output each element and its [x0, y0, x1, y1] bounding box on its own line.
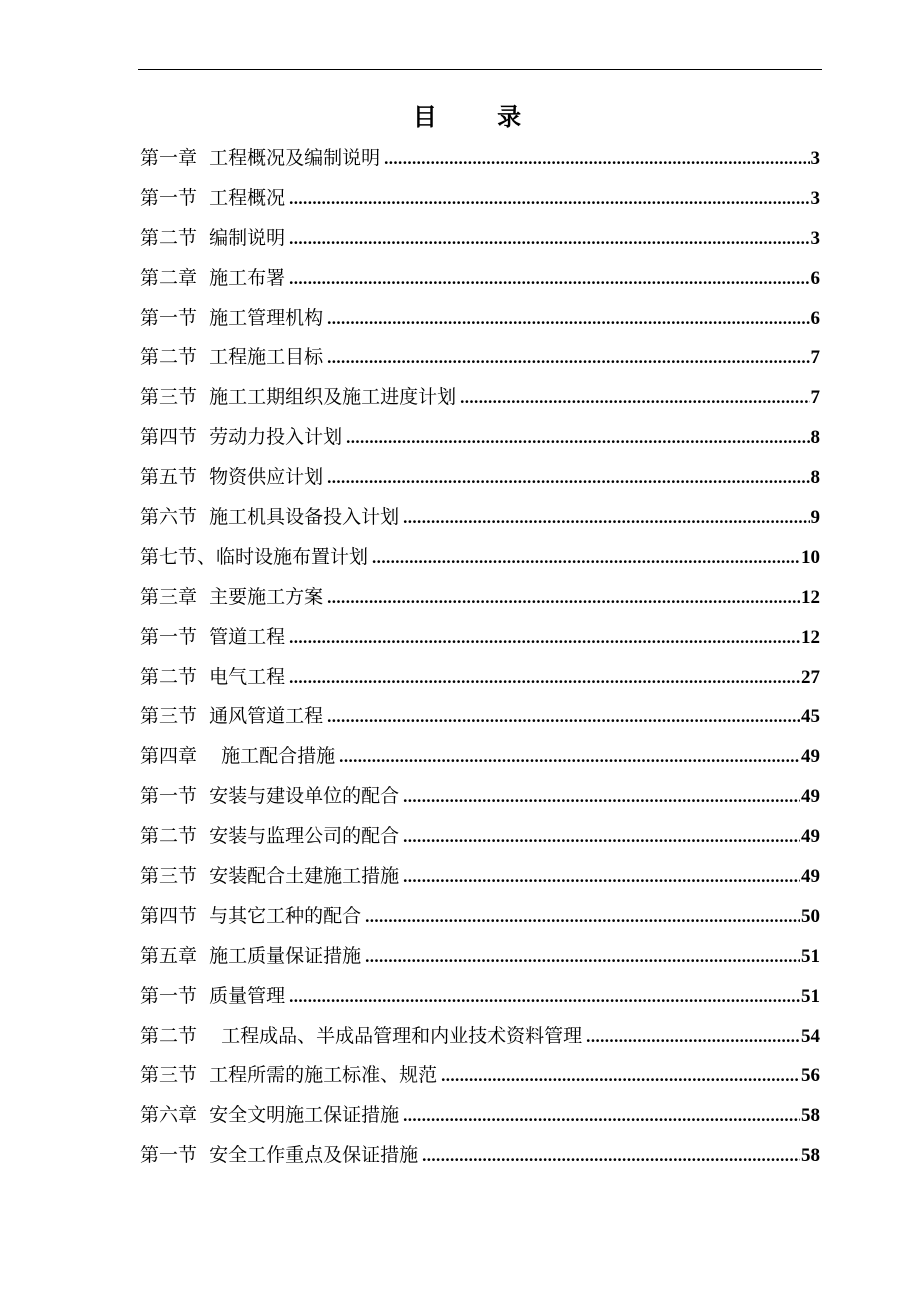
toc-entry-label: 第一节 安全工作重点及保证措施 — [140, 1144, 419, 1167]
toc-dot-leader — [403, 1096, 800, 1136]
toc-entry-page: 49 — [801, 826, 820, 848]
toc-entry-page: 45 — [801, 706, 820, 728]
toc-entry[interactable] — [140, 338, 820, 378]
toc-entry[interactable] — [140, 977, 820, 1017]
toc-entry[interactable] — [140, 897, 820, 937]
toc-entry-page: 50 — [801, 905, 820, 927]
toc-entry-label: 第四节 劳动力投入计划 — [140, 426, 343, 449]
toc-dot-leader — [327, 458, 809, 498]
toc-entry[interactable] — [140, 658, 820, 698]
toc-entry-page: 6 — [810, 307, 820, 329]
toc-entry-label: 第二节 工程施工目标 — [140, 346, 324, 369]
toc-entry-page: 12 — [801, 586, 820, 608]
toc-dot-leader — [289, 179, 809, 219]
toc-dot-leader — [327, 338, 809, 378]
toc-entry-label: 第二节 安装与监理公司的配合 — [140, 825, 400, 848]
toc-entry-page: 7 — [810, 387, 820, 409]
toc-entry[interactable] — [140, 1017, 820, 1057]
toc-entry[interactable] — [140, 458, 820, 498]
toc-entry[interactable] — [140, 299, 820, 339]
toc-entry-page: 8 — [810, 467, 820, 489]
toc-entry-label: 第一节 质量管理 — [140, 984, 286, 1007]
toc-entry-page: 49 — [801, 866, 820, 888]
toc-entry-label: 第五节 物资供应计划 — [140, 466, 324, 489]
toc-entry[interactable] — [140, 697, 820, 737]
toc-entry[interactable] — [140, 1136, 820, 1176]
toc-entry[interactable] — [140, 618, 820, 658]
toc-entry-page: 3 — [810, 187, 820, 209]
toc-entry-label: 第一节 安装与建设单位的配合 — [140, 785, 400, 808]
toc-entry[interactable] — [140, 1056, 820, 1096]
toc-entry-label: 第三章 主要施工方案 — [140, 585, 324, 608]
toc-entry-page: 56 — [801, 1065, 820, 1087]
toc-entry-page: 58 — [801, 1105, 820, 1127]
toc-entry-label: 第三节 安装配合土建施工措施 — [140, 865, 400, 888]
toc-entry-label: 第三节 工程所需的施工标准、规范 — [140, 1064, 438, 1087]
toc-dot-leader — [339, 737, 800, 777]
toc-entry-label: 第七节、临时设施布置计划 — [140, 545, 369, 568]
toc-entry-label: 第一章 工程概况及编制说明 — [140, 147, 381, 169]
toc-entry-page: 58 — [801, 1145, 820, 1167]
toc-entry-page: 9 — [810, 507, 820, 529]
toc-dot-leader — [372, 538, 800, 578]
toc-dot-leader — [460, 378, 809, 418]
toc-entry-page: 54 — [801, 1025, 820, 1047]
toc-entry[interactable] — [140, 937, 820, 977]
toc-entry-page: 49 — [801, 746, 820, 768]
toc-entry-page: 3 — [810, 148, 820, 169]
toc-entry-page: 27 — [801, 666, 820, 688]
toc-dot-leader — [289, 259, 809, 299]
toc-entry[interactable] — [140, 578, 820, 618]
toc-entry-label: 第二章 施工布署 — [140, 266, 286, 289]
toc-entry-label: 第一节 管道工程 — [140, 625, 286, 648]
toc-entry-page: 51 — [801, 985, 820, 1007]
toc-entry-page: 10 — [801, 546, 820, 568]
toc-dot-leader — [365, 897, 800, 937]
toc-entry[interactable] — [140, 378, 820, 418]
toc-dot-leader — [289, 658, 800, 698]
toc-entry[interactable] — [140, 259, 820, 299]
toc-dot-leader — [289, 219, 809, 259]
toc-dot-leader — [586, 1017, 800, 1057]
toc-dot-leader — [403, 777, 800, 817]
toc-entry[interactable] — [140, 1096, 820, 1136]
toc-entry-label: 第二节 工程成品、半成品管理和内业技术资料管理 — [140, 1024, 583, 1047]
toc-entry-label: 第四节 与其它工种的配合 — [140, 904, 362, 927]
toc-dot-leader — [403, 857, 800, 897]
toc-entry-label: 第六节 施工机具设备投入计划 — [140, 506, 400, 529]
toc-entry-label: 第六章 安全文明施工保证措施 — [140, 1104, 400, 1127]
toc-entry[interactable] — [140, 219, 820, 259]
toc-dot-leader — [289, 977, 800, 1017]
toc-entry[interactable] — [140, 139, 820, 179]
toc-entry-page: 8 — [810, 427, 820, 449]
toc-dot-leader — [327, 299, 809, 339]
toc-entry-page: 6 — [810, 267, 820, 289]
toc-entry-page: 49 — [801, 786, 820, 808]
toc-entry-page: 3 — [810, 227, 820, 249]
toc-list — [140, 139, 820, 1176]
toc-entry[interactable] — [140, 817, 820, 857]
toc-dot-leader — [289, 618, 800, 658]
toc-entry-page: 7 — [810, 347, 820, 369]
toc-entry[interactable] — [140, 538, 820, 578]
toc-entry[interactable] — [140, 857, 820, 897]
toc-entry[interactable] — [140, 498, 820, 538]
toc-dot-leader — [346, 418, 809, 458]
toc-entry[interactable] — [140, 737, 820, 777]
toc-entry-label: 第三节 通风管道工程 — [140, 705, 324, 728]
toc-entry[interactable] — [140, 418, 820, 458]
toc-dot-leader — [403, 498, 809, 538]
toc-dot-leader — [327, 578, 800, 618]
toc-entry-page: 12 — [801, 626, 820, 648]
toc-title: 目 录 — [412, 103, 548, 131]
toc-dot-leader — [384, 139, 809, 179]
toc-dot-leader — [327, 697, 800, 737]
toc-entry-label: 第三节 施工工期组织及施工进度计划 — [140, 386, 457, 409]
toc-entry-label: 第五章 施工质量保证措施 — [140, 944, 362, 967]
toc-entry[interactable] — [140, 777, 820, 817]
toc-entry-page: 51 — [801, 945, 820, 967]
toc-dot-leader — [365, 937, 800, 977]
toc-entry-label: 第一节 施工管理机构 — [140, 306, 324, 329]
toc-entry-label: 第二节 电气工程 — [140, 665, 286, 688]
toc-dot-leader — [403, 817, 800, 857]
toc-entry-label: 第二节 编制说明 — [140, 226, 286, 249]
toc-dot-leader — [422, 1136, 800, 1176]
toc-entry-label: 第一节 工程概况 — [140, 186, 286, 209]
toc-dot-leader — [441, 1056, 800, 1096]
toc-entry-label: 第四章 施工配合措施 — [140, 745, 336, 768]
header-rule — [138, 69, 822, 70]
toc-entry[interactable] — [140, 179, 820, 219]
